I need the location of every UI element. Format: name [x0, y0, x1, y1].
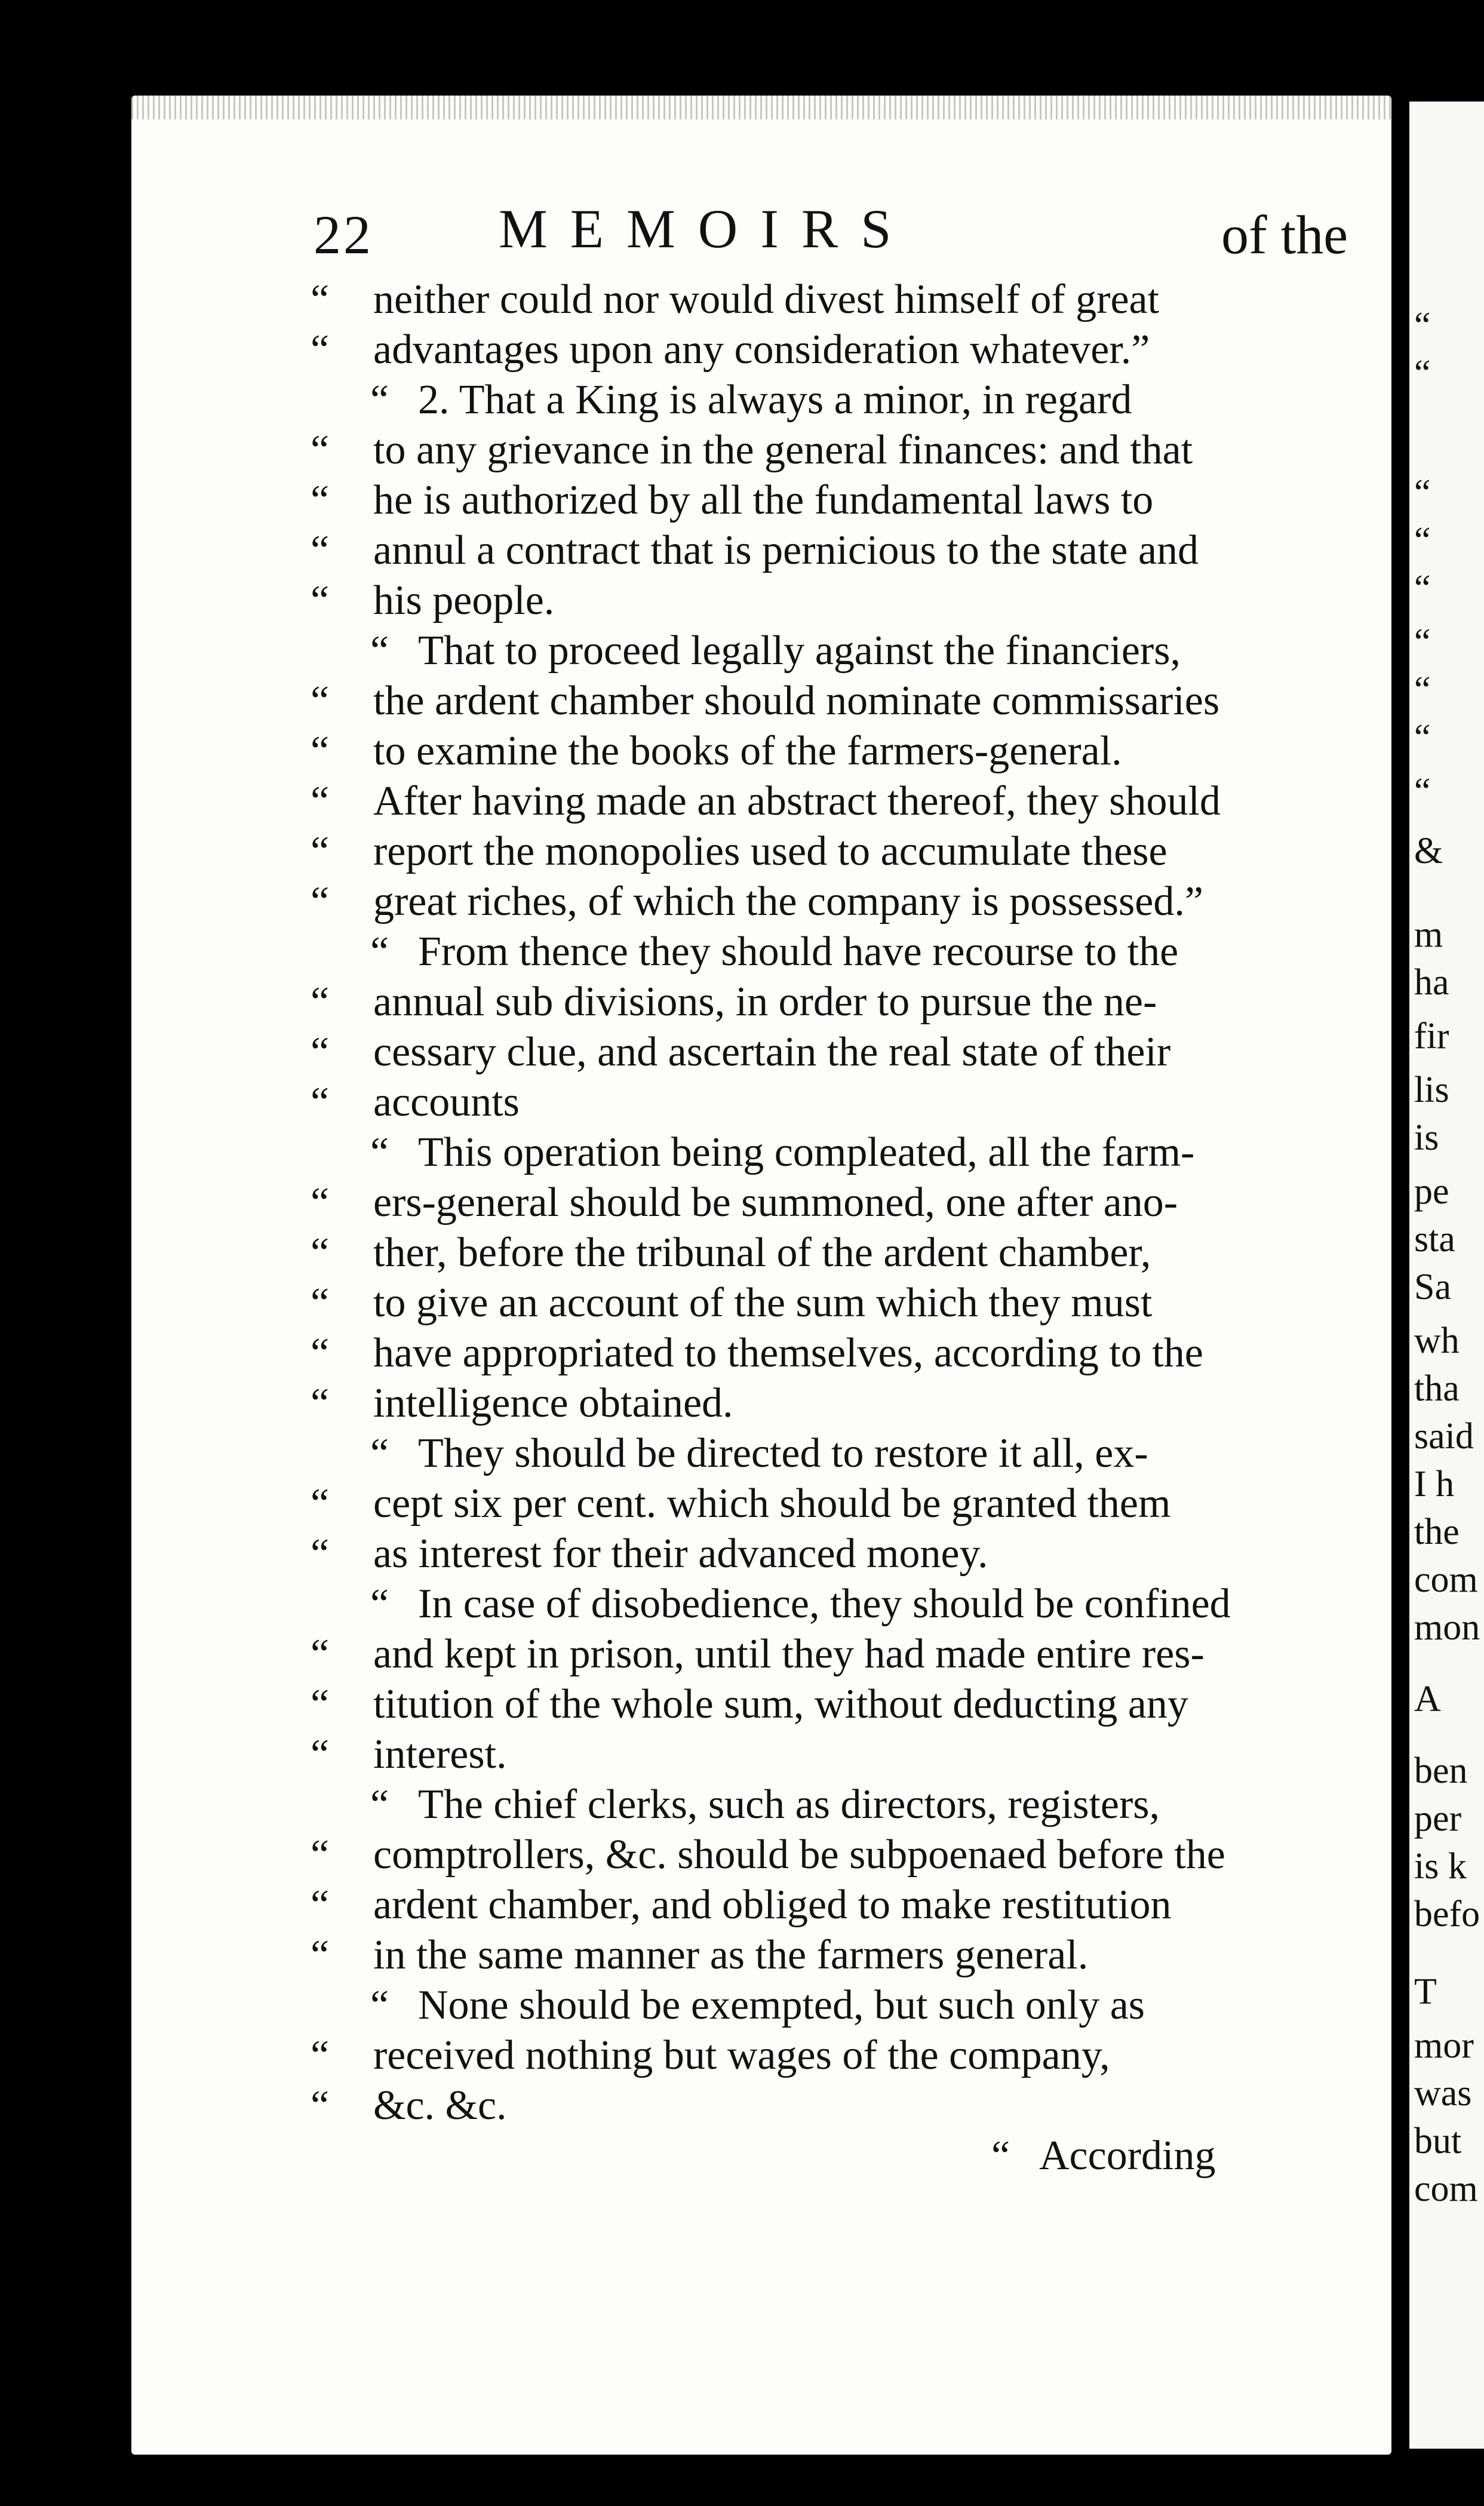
quote-mark: “: [311, 1180, 330, 1226]
text-line: [311, 1930, 1379, 1980]
line-text: the ardent chamber should nominate commissaries: [373, 678, 1220, 724]
facing-page-text: “: [1414, 771, 1431, 812]
facing-page-text: I h: [1414, 1464, 1455, 1504]
line-text: annul a contract that is pernicious to the state and: [373, 527, 1199, 573]
text-line: [311, 1027, 1379, 1077]
facing-page-text: pe: [1414, 1171, 1449, 1212]
text-line: [311, 676, 1379, 726]
line-text: comptrollers, &c. should be subpoenaed before the: [373, 1832, 1225, 1878]
text-line: [311, 576, 1379, 626]
line-text: received nothing but wages of the company,: [373, 2032, 1110, 2078]
text-line: [311, 475, 1379, 526]
text-line: [311, 927, 1379, 977]
text-line: [311, 1830, 1379, 1880]
text-line: [311, 2131, 1379, 2181]
quote-mark: “: [311, 1681, 330, 1727]
text-line: [311, 827, 1379, 877]
facing-page-text: per: [1414, 1798, 1462, 1839]
quote-mark: “: [311, 1832, 330, 1878]
text-line: [311, 1629, 1379, 1679]
quote-mark: “: [311, 327, 330, 373]
text-line: [311, 1579, 1379, 1629]
line-text: to give an account of the sum which they must: [373, 1280, 1153, 1326]
quote-mark: “: [311, 1380, 330, 1426]
facing-page-text: Sa: [1414, 1267, 1451, 1307]
text-line: [311, 1679, 1379, 1730]
facing-page-text: “: [1414, 520, 1431, 561]
facing-page-text: “: [1414, 472, 1431, 513]
line-text: 2. That a King is always a minor, in regard: [418, 377, 1132, 423]
line-text: According: [1039, 2133, 1216, 2179]
facing-page-text: fir: [1414, 1016, 1449, 1057]
text-line: [311, 375, 1379, 425]
quote-mark: “: [311, 778, 330, 824]
text-line: [311, 1880, 1379, 1930]
running-title: MEMOIRS: [499, 198, 914, 259]
line-text: great riches, of which the company is possessed.”: [373, 879, 1203, 925]
quote-mark: “: [370, 377, 389, 423]
facing-page-text: “: [1414, 717, 1431, 758]
quote-mark: “: [370, 628, 389, 674]
line-text: to any grievance in the general finances: and that: [373, 427, 1193, 473]
quote-mark: “: [311, 1330, 330, 1376]
facing-page-text: tha: [1414, 1368, 1460, 1409]
text-line: [311, 977, 1379, 1027]
facing-page-text: sta: [1414, 1219, 1455, 1260]
facing-page-text: was: [1414, 2073, 1472, 2114]
line-text: &c. &c.: [373, 2083, 507, 2129]
facing-page-text: ben: [1414, 1750, 1468, 1791]
line-text: cept six per cent. which should be granted them: [373, 1481, 1171, 1527]
line-text: advantages upon any consideration whatever.”: [373, 327, 1150, 373]
quote-mark: “: [311, 1882, 330, 1928]
line-text: That to proceed legally against the financiers,: [418, 628, 1181, 674]
line-text: ardent chamber, and obliged to make restitution: [373, 1882, 1172, 1928]
facing-page-text: mon: [1414, 1607, 1480, 1648]
text-line: [311, 776, 1379, 827]
quote-mark: “: [370, 929, 389, 975]
running-title-suffix: of the: [1221, 204, 1348, 265]
line-text: None should be exempted, but such only as: [418, 1982, 1145, 2028]
quote-mark: “: [311, 1481, 330, 1527]
line-text: in the same manner as the farmers general.: [373, 1932, 1089, 1978]
text-line: [311, 726, 1379, 776]
running-header: [314, 197, 1359, 269]
text-line: [311, 1780, 1379, 1830]
facing-page-text: said: [1414, 1416, 1474, 1457]
text-line: [311, 1128, 1379, 1178]
quote-mark: “: [370, 1129, 389, 1175]
facing-page-text: the: [1414, 1512, 1460, 1552]
line-text: and kept in prison, until they had made entire res-: [373, 1631, 1205, 1677]
facing-page-text: m: [1414, 914, 1443, 955]
quote-mark: “: [370, 1581, 389, 1627]
text-line: [311, 425, 1379, 475]
book-page: [131, 96, 1391, 2455]
text-line: [311, 877, 1379, 927]
facing-page-text: lis: [1414, 1070, 1449, 1110]
text-line: [311, 2081, 1379, 2131]
line-text: report the monopolies used to accumulate these: [373, 828, 1167, 874]
text-line: [311, 526, 1379, 576]
line-text: ther, before the tribunal of the ardent chamber,: [373, 1230, 1151, 1276]
line-text: This operation being compleated, all the farm-: [418, 1129, 1195, 1175]
quote-mark: “: [311, 1631, 330, 1677]
facing-page-text: mor: [1414, 2025, 1474, 2066]
line-text: annual sub divisions, in order to pursue the ne-: [373, 979, 1157, 1025]
facing-page-text: com: [1414, 2169, 1478, 2209]
text-line: [311, 1980, 1379, 2031]
line-text: The chief clerks, such as directors, registers,: [418, 1782, 1160, 1828]
quote-mark: “: [311, 277, 330, 323]
line-text: titution of the whole sum, without deducting any: [373, 1681, 1188, 1727]
text-line: [311, 1077, 1379, 1128]
page-number: 22: [314, 204, 373, 265]
line-text: They should be directed to restore it all, ex-: [418, 1430, 1148, 1476]
facing-page-text: befo: [1414, 1894, 1480, 1934]
text-line: [311, 325, 1379, 375]
line-text: From thence they should have recourse to the: [418, 929, 1179, 975]
quote-mark: “: [311, 1230, 330, 1276]
quote-mark: “: [311, 979, 330, 1025]
quote-mark: “: [370, 1982, 389, 2028]
line-text: neither could nor would divest himself of great: [373, 277, 1160, 323]
text-line: [311, 1328, 1379, 1378]
facing-page-text: “: [1414, 353, 1431, 394]
facing-page-text: A: [1414, 1679, 1441, 1719]
line-text: to examine the books of the farmers-general.: [373, 728, 1122, 774]
quote-mark: “: [311, 427, 330, 473]
quote-mark: “: [311, 828, 330, 874]
quote-mark: “: [311, 879, 330, 925]
facing-page-text: “: [1414, 568, 1431, 609]
line-text: his people.: [373, 578, 555, 624]
quote-mark: “: [311, 578, 330, 624]
line-text: have appropriated to themselves, according to the: [373, 1330, 1203, 1376]
text-line: [311, 1479, 1379, 1529]
quote-mark: “: [311, 1079, 330, 1125]
text-line: [311, 1178, 1379, 1228]
line-text: he is authorized by all the fundamental laws to: [373, 477, 1154, 523]
facing-page-text: is k: [1414, 1846, 1467, 1887]
text-line: [311, 1429, 1379, 1479]
facing-page-text: &: [1414, 831, 1443, 871]
line-text: cessary clue, and ascertain the real state of their: [373, 1029, 1171, 1075]
quote-mark: “: [311, 1029, 330, 1075]
line-text: After having made an abstract thereof, they should: [373, 778, 1221, 824]
facing-page-text: “: [1414, 670, 1431, 710]
facing-page-text: com: [1414, 1559, 1478, 1600]
text-line: [311, 626, 1379, 676]
line-text: interest.: [373, 1731, 507, 1777]
quote-mark: “: [370, 1782, 389, 1828]
quote-mark: “: [311, 678, 330, 724]
line-text: In case of disobedience, they should be confined: [418, 1581, 1231, 1627]
quote-mark: “: [311, 477, 330, 523]
quote-mark: “: [311, 1531, 330, 1577]
facing-page-text: wh: [1414, 1320, 1460, 1361]
facing-page-text: is: [1414, 1117, 1439, 1158]
quote-mark: “: [991, 2133, 1010, 2179]
line-text: as interest for their advanced money.: [373, 1531, 988, 1577]
line-text: accounts: [373, 1079, 520, 1125]
quote-mark: “: [311, 728, 330, 774]
facing-page-text: ha: [1414, 962, 1449, 1003]
facing-page-text: “: [1414, 305, 1431, 346]
quote-mark: “: [311, 2032, 330, 2078]
facing-page-fragment: [1409, 102, 1484, 2449]
text-line: [311, 275, 1379, 325]
quote-mark: “: [311, 527, 330, 573]
text-line: [311, 1529, 1379, 1579]
text-line: [311, 1730, 1379, 1780]
text-line: [311, 1228, 1379, 1278]
page-body: [311, 275, 1379, 2181]
facing-page-text: “: [1414, 622, 1431, 662]
quote-mark: “: [311, 2083, 330, 2129]
text-line: [311, 1378, 1379, 1429]
quote-mark: “: [370, 1430, 389, 1476]
line-text: ers-general should be summoned, one after ano-: [373, 1180, 1178, 1226]
quote-mark: “: [311, 1731, 330, 1777]
facing-page-text: but: [1414, 2121, 1462, 2161]
facing-page-text: T: [1414, 1971, 1437, 2012]
quote-mark: “: [311, 1932, 330, 1978]
quote-mark: “: [311, 1280, 330, 1326]
text-line: [311, 2031, 1379, 2081]
text-line: [311, 1278, 1379, 1328]
line-text: intelligence obtained.: [373, 1380, 733, 1426]
